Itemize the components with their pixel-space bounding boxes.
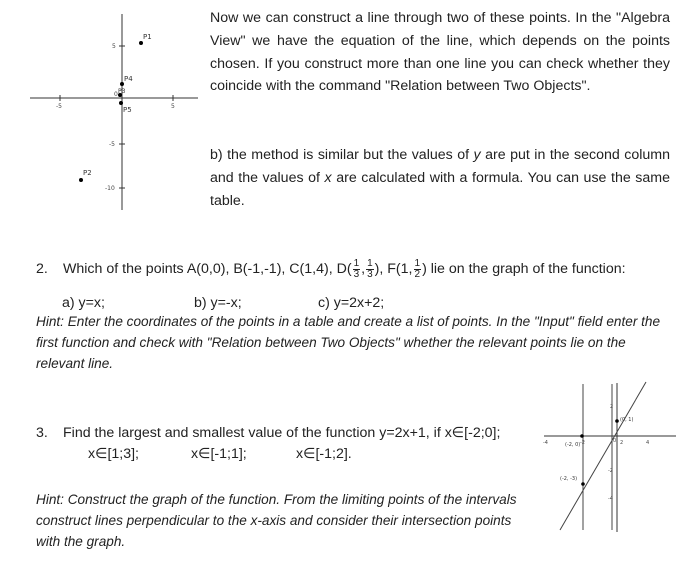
- fraction: $\frac{1}{3}$: [353, 257, 360, 280]
- interval-1: x∈[1;3];: [88, 446, 140, 462]
- x-tick-neg5: -5: [56, 103, 62, 110]
- y-tick-neg5: -5: [109, 141, 115, 148]
- point-p1-label: P1: [143, 33, 152, 41]
- function-graph: [540, 380, 680, 535]
- x-tick-4: 4: [646, 440, 650, 446]
- point-p2: [79, 178, 83, 182]
- points-graph: [28, 12, 200, 212]
- point-neg2-0: [580, 434, 584, 438]
- point-0-1-label: (0, 1): [620, 417, 634, 423]
- question-2-number: 2.: [36, 261, 48, 277]
- y-tick-neg10: -10: [105, 185, 115, 192]
- origin-label: 0: [114, 91, 118, 98]
- x-tick-2: 2: [620, 440, 624, 446]
- point-p3-label: P3: [118, 88, 126, 95]
- point-p2-label: P2: [83, 169, 92, 177]
- question-3-hint: Hint: Construct the graph of the function. From the limiting points of the intervals construct lines perpendicular to the x-axis and consider their intersection points with the graph.: [36, 492, 517, 549]
- y-tick-neg4: -4: [608, 496, 613, 502]
- interval-3: x∈[-1;2].: [296, 446, 352, 462]
- origin-label: 0: [613, 438, 617, 444]
- point-neg2-neg3: [581, 482, 585, 486]
- point-p5: [119, 101, 123, 105]
- point-p4-label: P4: [124, 75, 133, 83]
- point-neg2-neg3-label: (-2, -3): [560, 476, 578, 482]
- interval-2: x∈[-1;1];: [191, 446, 247, 462]
- point-p5-label: P5: [123, 106, 132, 114]
- graph-line: [560, 382, 646, 530]
- fraction: $\frac{1}{3}$: [367, 257, 373, 280]
- point-0-1: [615, 419, 619, 423]
- y-tick-5: 5: [112, 43, 116, 50]
- question-3-number: 3.: [36, 425, 48, 441]
- method-b-paragraph: b) the method is similar but the values of y are put in the second column and the values of x are calculated with a formula. You can use the same table.: [210, 147, 670, 209]
- point-neg2-0-label: (-2, 0): [565, 442, 581, 448]
- option-c: c) y=2x+2;: [318, 295, 385, 311]
- y-tick-neg2: -2: [608, 468, 613, 474]
- point-p1: [139, 41, 143, 45]
- y-tick-2: 2: [610, 404, 614, 410]
- intro-paragraph: Now we can construct a line through two of these points. In the "Algebra View" we have the equation of the line, which depends on the points chosen. If you construct more than one line you can check whether they coincide with the command "Relation between Two Objects".: [210, 10, 670, 95]
- x-tick-neg4: -4: [543, 440, 548, 446]
- fraction: $\frac{1}{2}$: [414, 257, 421, 280]
- option-b: b) y=-x;: [194, 295, 242, 311]
- question-3: 3. Find the largest and smallest value of the function y=2x+1, if x∈[-2;0];: [36, 422, 536, 445]
- question-2: 2. Which of the points A(0,0), B(-1,-1), C(1,4), D( $\frac{1}{3}$ , $\frac{1}{3}$ ), F(1, $\frac{1}{2}$ ) lie on the graph of the function:: [36, 257, 626, 280]
- x-tick-5: 5: [171, 103, 175, 110]
- x-tick-neg2: -2: [580, 440, 585, 446]
- option-a: a) y=x;: [62, 295, 105, 311]
- question-2-hint: Hint: Enter the coordinates of the points in a table and create a list of points. In the "Input" field enter the first function and check with "Relation between Two Objects" whether the relevant points lie on the relevant line.: [36, 314, 661, 371]
